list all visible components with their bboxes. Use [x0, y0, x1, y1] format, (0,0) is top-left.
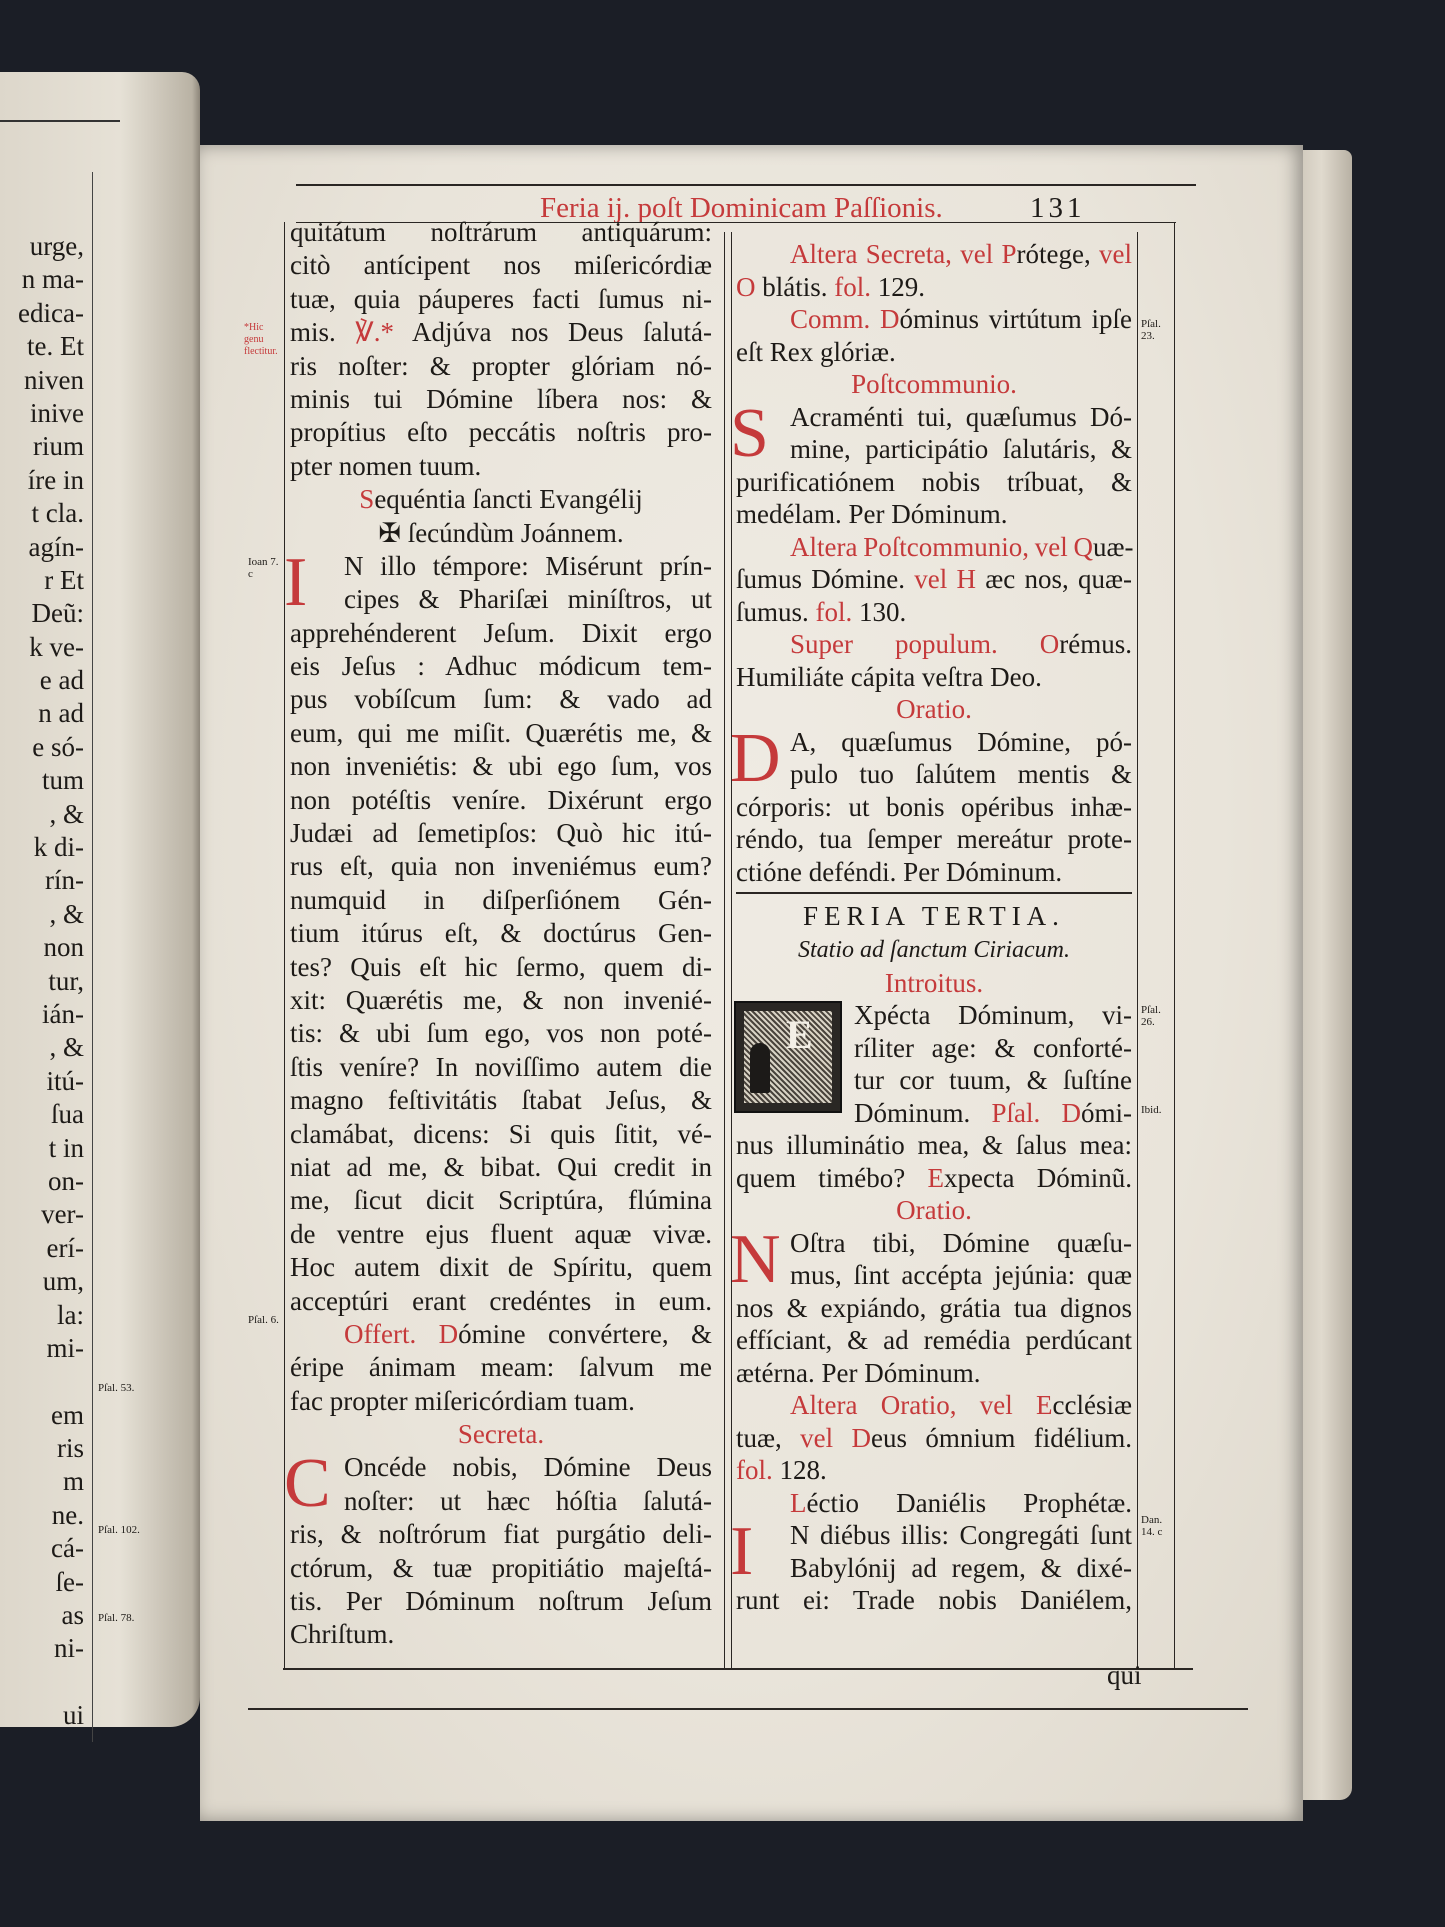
- left-page-fragment: k di-: [33, 832, 84, 863]
- text-line: [290, 1351, 712, 1384]
- body-text: mine, participátio ſalutáris, &: [790, 434, 1132, 464]
- body-text: ſumus.: [736, 596, 816, 627]
- rubric-text: vel D: [800, 1422, 872, 1453]
- running-header: Feria ij. poſt Dominicam Paſſionis.: [540, 192, 943, 224]
- rubric-text: fol.: [834, 271, 871, 302]
- text-line: [736, 466, 1132, 499]
- body-text: 130.: [852, 596, 907, 627]
- frame-right-rule: [1174, 222, 1175, 1668]
- body-text: Hoc autem dixit de Spíritu, quem: [290, 1252, 712, 1283]
- body-text: eum, qui me miſit. Quærétis me, &: [290, 717, 712, 748]
- text-line: [290, 984, 712, 1017]
- body-text: pter nomen tuum.: [290, 450, 482, 481]
- body-text: ris, & noſtrórum fiat purgátio deli-: [290, 1519, 712, 1550]
- margin-note-psal26: Pſal. 26.: [1141, 1004, 1161, 1028]
- left-page-fragment: íre in: [27, 464, 84, 495]
- body-text: mis.: [290, 317, 356, 348]
- text-line: [736, 368, 1132, 401]
- body-text: noſter: ut hæc hóſtia ſalutá-: [344, 1485, 712, 1516]
- body-text: rémus.: [1059, 629, 1132, 659]
- body-text: propítius eſto peccátis noſtris pro-: [290, 417, 712, 448]
- body-text: de ventre ejus fluent aquæ vivæ.: [290, 1218, 712, 1249]
- body-text: quitátum noſtrárum antiquárum:: [290, 217, 712, 247]
- body-text: ſtis veníre? In noviſſimo autem die: [290, 1051, 712, 1082]
- left-page-fragment: tur,: [48, 965, 84, 996]
- margin-note-psal6: Pſal. 6.: [248, 1314, 279, 1326]
- body-text: non potéſtis veníre. Dixérunt ergo: [290, 784, 712, 815]
- body-text: ómi-: [1081, 1097, 1132, 1128]
- body-text: córporis: ut bonis opéribus inhæ-: [736, 791, 1132, 822]
- text-line: [290, 1084, 712, 1117]
- left-page-fragment: itú-: [46, 1065, 84, 1096]
- left-page-fragment: non: [43, 932, 84, 963]
- woodcut-letter: E: [786, 1012, 813, 1057]
- body-text: magno feſtivitátis ſtabat Jeſus, &: [290, 1085, 712, 1116]
- text-line: [290, 750, 712, 783]
- body-text: tur cor tuum, & ſuſtíne: [854, 1065, 1132, 1095]
- left-page-fragment: k ve-: [29, 631, 84, 662]
- body-text: me, ſicut dicit Scriptúra, flúmina: [290, 1185, 712, 1216]
- drop-cap: C: [284, 1445, 331, 1523]
- text-line: [736, 303, 1132, 336]
- text-line: [290, 517, 712, 550]
- body-text: Xpécta Dóminum, vi-: [854, 1000, 1132, 1030]
- top-rule: [296, 184, 1196, 186]
- body-text: A, quæſumus Dómine, pó-: [790, 726, 1132, 757]
- text-line: [290, 1151, 712, 1184]
- left-page-fragment: urge,: [29, 231, 84, 261]
- text-line: [736, 967, 1132, 1000]
- body-text: minis tui Dómine líbera nos: &: [290, 383, 712, 414]
- body-text: cipes & Phariſæi miníſtros, ut: [344, 584, 712, 615]
- body-text: tis. Per Dóminum noſtrum Jeſum: [290, 1586, 712, 1617]
- body-text: mus, ſint accépta jejúnia: quæ: [790, 1260, 1132, 1290]
- text-line: [290, 1485, 712, 1518]
- rubric-text: Offert. D: [344, 1318, 459, 1349]
- body-text: 129.: [871, 271, 925, 302]
- text-line: [736, 1064, 1132, 1097]
- body-text: Babylónij ad regem, & dixé-: [790, 1552, 1132, 1583]
- body-text: Oncéde nobis, Dómine Deus: [344, 1452, 712, 1483]
- body-text: ctórum, & tuæ propitiátio majeſtá-: [290, 1552, 712, 1583]
- left-page-fragment: tum: [41, 765, 84, 796]
- left-page-text-fragments: [0, 230, 84, 1733]
- left-page-fragment: m: [62, 1466, 84, 1497]
- rubric-text: Oratio.: [896, 694, 972, 724]
- text-line: [290, 884, 712, 917]
- text-line: [736, 336, 1132, 369]
- drop-cap: N: [730, 1220, 781, 1298]
- text-line: [736, 823, 1132, 856]
- left-page-fragment: [0, 1365, 84, 1398]
- text-line: [736, 856, 1132, 889]
- left-page-fragment: mi-: [46, 1332, 84, 1363]
- left-page-fragment: niven: [24, 364, 84, 395]
- body-text: pulo tuo ſalútem mentis &: [790, 759, 1132, 789]
- text-line: [736, 596, 1132, 629]
- drop-cap: S: [730, 394, 769, 472]
- body-text: éripe ánimam meam: ſalvum me: [290, 1352, 712, 1383]
- page-number: 131: [1030, 192, 1086, 224]
- text-line: [290, 1618, 712, 1651]
- body-text: eis Jeſus : Adhuc módicum tem-: [290, 651, 712, 682]
- text-line: [736, 934, 1132, 967]
- rubric-text: Comm. D: [790, 304, 900, 334]
- text-line: [290, 717, 712, 750]
- body-text: purificatiónem nobis tríbuat, &: [736, 466, 1132, 497]
- left-margin-note: Pſal. 78.: [98, 1612, 135, 1624]
- rubric-text: ℣.*: [355, 317, 395, 348]
- rubric-text: fol.: [815, 596, 853, 627]
- rubric-text: S: [359, 484, 375, 515]
- body-text: N diébus illis: Congregáti ſunt: [790, 1520, 1132, 1550]
- text-line: [736, 1097, 1132, 1130]
- body-text: ſumus Dómine.: [736, 564, 915, 594]
- body-text: equéntia ſancti Evangélij: [374, 484, 643, 515]
- text-line: [290, 1051, 712, 1084]
- text-line: [290, 650, 712, 683]
- text-line: [290, 1285, 712, 1318]
- left-page-fragment: r Et: [44, 564, 84, 595]
- body-text: quem timébo?: [736, 1162, 928, 1193]
- body-text: Statio ad ſanctum Ciriacum.: [798, 937, 1070, 963]
- text-line: [290, 416, 712, 449]
- left-margin-note: Pſal. 102.: [98, 1524, 140, 1536]
- body-text: nos & expiándo, grátia tua dignos: [736, 1292, 1132, 1323]
- left-page-fragment: agín-: [28, 531, 84, 562]
- body-text: 128.: [772, 1455, 827, 1485]
- body-text: Judæi ad ſemetipſos: Quò hic itú-: [290, 818, 712, 849]
- body-text: niat ad me, & bibat. Qui credit in: [290, 1151, 712, 1182]
- left-page-fragment: cá-: [51, 1533, 84, 1564]
- text-line: [736, 1422, 1132, 1455]
- text-line: [290, 951, 712, 984]
- left-page-fragment: ſua: [51, 1099, 84, 1130]
- body-text: ætérna. Per Dóminum.: [736, 1357, 981, 1388]
- text-line: [290, 1251, 712, 1284]
- left-page-fragment: edica-: [18, 297, 84, 328]
- text-line: [290, 1518, 712, 1551]
- text-line: [290, 450, 712, 483]
- body-text: tis: & ubi ſum ego, vos non poté-: [290, 1018, 712, 1049]
- left-page-fragment: rium: [33, 431, 84, 462]
- left-page-fragment: te. Et: [27, 331, 84, 362]
- text-line: [736, 1584, 1132, 1617]
- text-line: [290, 850, 712, 883]
- body-text: ómine convértere, &: [458, 1318, 712, 1349]
- body-text: ✠ ſecúndùm Joánnem.: [378, 517, 624, 548]
- text-line: [736, 1162, 1132, 1195]
- left-page-fragment: ris: [57, 1433, 84, 1464]
- text-line: [736, 1292, 1132, 1325]
- body-text: fac propter miſericórdiam tuam.: [290, 1385, 635, 1416]
- body-text: medélam. Per Dóminum.: [736, 499, 1008, 529]
- text-line: [290, 1585, 712, 1618]
- text-line: [736, 628, 1132, 661]
- drop-cap: I: [284, 543, 308, 621]
- body-text: clamábat, dicens: Si quis ſitit, vé-: [290, 1118, 712, 1149]
- text-line: [736, 693, 1132, 726]
- left-page-fragment: la:: [57, 1299, 84, 1330]
- body-text: numquid in diſperſiónem Gén-: [290, 884, 712, 915]
- body-text: apprehénderent Jeſum. Dixit ergo: [290, 617, 712, 648]
- left-page-fragment: on-: [48, 1165, 84, 1196]
- text-line: [736, 1552, 1132, 1585]
- rubric-text: fol.: [736, 1455, 773, 1485]
- body-text: Dóminum.: [854, 1097, 992, 1128]
- left-text-column: [284, 216, 712, 1652]
- text-line: [736, 271, 1132, 304]
- text-line: [736, 1032, 1132, 1065]
- margin-note-ioan: Ioan 7. c: [248, 556, 279, 580]
- body-text: Acraménti tui, quæſumus Dó-: [790, 401, 1132, 432]
- text-line: [290, 784, 712, 817]
- rubric-text: Introitus.: [884, 967, 984, 998]
- body-text: ris noſter: & propter glóriam nó-: [290, 350, 712, 381]
- body-text: eus ómnium fidélium.: [871, 1422, 1132, 1453]
- outer-bottom-rule: [248, 1708, 1248, 1710]
- text-line: [736, 661, 1132, 694]
- body-text: nus illuminátio mea, & ſalus mea:: [736, 1130, 1132, 1160]
- text-line: [290, 1017, 712, 1050]
- margin-note-psal23: Pſal. 23.: [1141, 318, 1161, 342]
- text-line: [290, 216, 712, 249]
- left-page-fragment: inive: [30, 397, 84, 428]
- left-page-fragment: um,: [42, 1266, 84, 1297]
- left-page-fragment: as: [61, 1600, 84, 1631]
- left-page-fragment: t cla.: [31, 498, 84, 529]
- left-page-fragment: t in: [48, 1132, 84, 1163]
- body-text: rótege,: [1016, 239, 1099, 269]
- body-text: FERIA TERTIA.: [803, 901, 1065, 931]
- left-page-fragment: ſe-: [55, 1566, 84, 1597]
- text-line: [736, 1357, 1132, 1390]
- left-page-fragment: Deũ:: [31, 598, 84, 629]
- body-text: cclésiæ: [1052, 1390, 1132, 1420]
- margin-note-ibid: Ibid.: [1141, 1104, 1162, 1116]
- text-line: [736, 1487, 1132, 1520]
- body-text: effíciant, & ad remédia perdúcant: [736, 1325, 1132, 1355]
- body-text: Humiliáte cápita veſtra Deo.: [736, 661, 1042, 692]
- body-text: acceptúri erant credéntes in eum.: [290, 1285, 712, 1316]
- body-text: runt ei: Trade nobis Daniélem,: [736, 1585, 1132, 1615]
- left-page-fragment: ni-: [54, 1633, 84, 1664]
- section-rule: [736, 892, 1132, 894]
- right-column-rule: [1137, 232, 1138, 1668]
- rubric-text: Altera Oratio, vel E: [790, 1390, 1053, 1420]
- text-line: [736, 563, 1132, 596]
- rubric-text: L: [790, 1487, 807, 1518]
- left-page-fragment: em: [51, 1399, 84, 1430]
- rubric-text: Altera Secreta, vel P: [790, 239, 1017, 269]
- text-line: [736, 1129, 1132, 1162]
- bottom-rule: [283, 1668, 1193, 1670]
- left-page-fragment: n ad: [38, 698, 84, 729]
- left-page-fragment: , &: [49, 798, 84, 829]
- column-divider-left: [724, 232, 725, 1668]
- rubric-text: vel: [1099, 239, 1132, 269]
- left-page-fragment: e só-: [32, 731, 84, 762]
- body-text: uæ-: [1092, 531, 1134, 562]
- body-text: eſt Rex glóriæ.: [736, 336, 896, 367]
- text-line: [290, 283, 712, 316]
- left-page-fragment: ián-: [42, 998, 84, 1029]
- text-line: [290, 917, 712, 950]
- left-page-fragment: [0, 1666, 84, 1699]
- text-line: [736, 238, 1132, 271]
- text-line: [736, 433, 1132, 466]
- text-line: [736, 531, 1132, 564]
- body-text: xpecta Dóminũ.: [944, 1162, 1132, 1193]
- text-line: [290, 1218, 712, 1251]
- body-text: Oſtra tibi, Dómine quæſu-: [790, 1227, 1132, 1258]
- left-page-column-rule: [92, 172, 93, 1742]
- body-text: Adjúva nos Deus ſalutá-: [394, 317, 712, 348]
- body-text: ríliter age: & conforté-: [854, 1032, 1132, 1063]
- left-page-fragment: ne.: [51, 1499, 84, 1530]
- section-title: [736, 898, 1132, 934]
- text-line: [290, 1385, 712, 1418]
- left-page-fragment: , &: [49, 1032, 84, 1063]
- body-text: tes? Quis eſt hic ſermo, quem di-: [290, 951, 712, 982]
- text-line: [290, 383, 712, 416]
- left-page-fragment: n ma-: [21, 264, 84, 295]
- text-line: [736, 1194, 1132, 1227]
- text-line: [290, 1552, 712, 1585]
- rubric-text: Oratio.: [896, 1195, 972, 1225]
- text-line: [290, 1418, 712, 1451]
- text-line: [290, 350, 712, 383]
- text-line: [290, 483, 712, 516]
- text-line: [736, 1389, 1132, 1422]
- left-page-fragment: ver-: [41, 1199, 84, 1230]
- rubric-text: O: [736, 271, 756, 302]
- text-line: [736, 1259, 1132, 1292]
- body-text: éctio Daniélis Prophétæ.: [806, 1487, 1132, 1518]
- text-line: [290, 617, 712, 650]
- body-text: æc nos, quæ-: [976, 564, 1133, 594]
- left-page-rule: [0, 120, 120, 122]
- text-line: [290, 817, 712, 850]
- body-text: tuæ,: [736, 1422, 801, 1453]
- rubric-text: Pſal. D: [991, 1097, 1081, 1128]
- body-text: tuæ, quia páuperes facti ſumus ni-: [290, 283, 712, 314]
- body-text: blátis.: [755, 271, 835, 302]
- left-page-fragment: e ad: [39, 665, 84, 696]
- left-margin-note: Pſal. 53.: [98, 1382, 135, 1394]
- text-line: [736, 758, 1132, 791]
- body-text: citò antícipent nos miſericórdiæ: [290, 250, 712, 281]
- body-text: pus vobíſcum ſum: & vado ad: [290, 684, 712, 715]
- rubric-text: Secreta.: [457, 1419, 545, 1450]
- text-line: [290, 316, 712, 349]
- rubric-text: Super populum. O: [790, 629, 1060, 659]
- left-page-fragment: rín-: [45, 865, 84, 896]
- rubric-text: Altera Poſtcommunio, vel Q: [790, 531, 1093, 562]
- left-page-fragment: ui: [62, 1700, 84, 1731]
- right-text-column: [730, 238, 1134, 1617]
- left-page-fragment: erí-: [46, 1232, 84, 1263]
- text-line: [290, 249, 712, 282]
- text-line: [290, 583, 712, 616]
- body-text: ctióne deféndi. Per Dóminum.: [736, 856, 1063, 887]
- text-line: [290, 1118, 712, 1151]
- text-line: [736, 791, 1132, 824]
- rubric-text: E: [927, 1162, 944, 1193]
- text-line: [736, 1324, 1132, 1357]
- text-line: [290, 1318, 712, 1351]
- text-line: [290, 1184, 712, 1217]
- body-text: rus eſt, quia non inveniémus eum?: [290, 851, 712, 882]
- margin-note-genuflect: *Hic genu flectitur.: [244, 322, 278, 357]
- rubric-text: Poſtcommunio.: [851, 369, 1017, 399]
- body-text: Chriſtum.: [290, 1619, 395, 1650]
- body-text: N illo témpore: Misérunt prín-: [344, 550, 712, 581]
- margin-note-dan: Dan. 14. c: [1141, 1514, 1163, 1538]
- catchword: qui: [1107, 1660, 1142, 1690]
- drop-cap: I: [730, 1513, 754, 1590]
- body-text: non inveniétis: & ubi ego ſum, vos: [290, 751, 712, 782]
- text-line: [736, 1454, 1132, 1487]
- text-line: [290, 683, 712, 716]
- body-text: tium itúrus eſt, & doctúrus Gen-: [290, 918, 712, 949]
- body-text: xit: Quærétis me, & non invenié-: [290, 984, 712, 1015]
- body-text: réndo, tua ſemper mereátur prote-: [736, 824, 1132, 854]
- left-page-fragment: , &: [49, 898, 84, 929]
- drop-cap: D: [730, 719, 781, 797]
- left-page: [0, 72, 200, 1731]
- text-line: [736, 498, 1132, 531]
- rubric-text: vel H: [914, 564, 977, 594]
- body-text: óminus virtútum ipſe: [899, 304, 1132, 334]
